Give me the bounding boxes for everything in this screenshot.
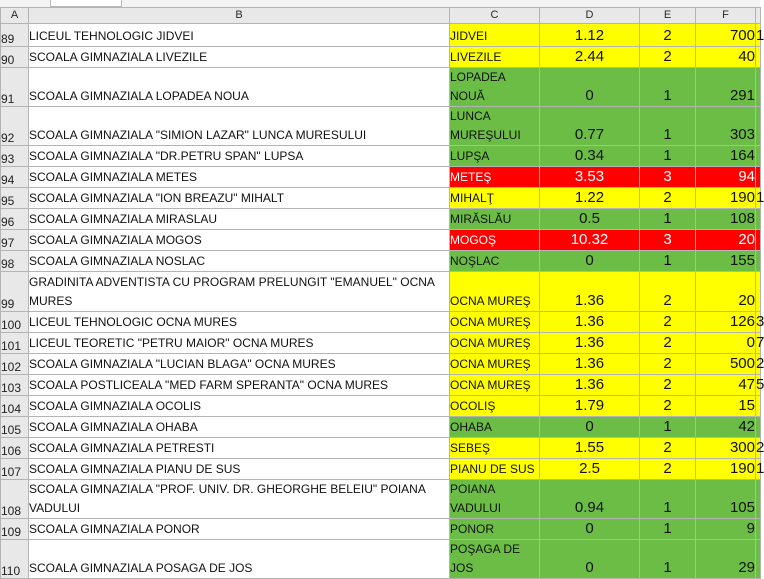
locality-cell[interactable]: LUPŞA — [450, 146, 540, 167]
locality-cell[interactable]: OCNA MUREŞ — [450, 375, 540, 396]
table-row — [1, 417, 761, 438]
locality-cell[interactable]: OCNA MUREŞ — [450, 272, 540, 312]
value-f-cell[interactable]: 47 — [696, 375, 756, 396]
table-row — [1, 24, 761, 47]
value-d-cell[interactable]: 1.12 — [540, 24, 640, 47]
locality-cell[interactable]: OCNA MUREŞ — [450, 312, 540, 333]
school-name-cell[interactable]: SCOALA GIMNAZIALA MIRASLAU — [29, 209, 450, 230]
table-row — [1, 230, 761, 251]
table-row — [1, 209, 761, 230]
value-e-cell[interactable]: 2 — [640, 272, 696, 312]
value-f-cell[interactable]: 500 — [696, 354, 756, 375]
column-header-g[interactable] — [756, 8, 761, 24]
row-header[interactable]: 104 — [1, 396, 29, 417]
value-d-cell[interactable]: 0 — [540, 417, 640, 438]
value-f-cell[interactable]: 105 — [696, 480, 756, 519]
locality-cell[interactable]: JIDVEI — [450, 24, 540, 47]
school-name-cell[interactable]: GRADINITA ADVENTISTA CU PROGRAM PRELUNGIT "EMANUEL" OCNA MURES — [29, 272, 450, 312]
value-f-cell[interactable]: 20 — [696, 230, 756, 251]
table-row — [1, 333, 761, 354]
value-f-cell[interactable]: 40 — [696, 47, 756, 68]
table-row — [1, 251, 761, 272]
value-e-cell[interactable]: 2 — [640, 24, 696, 47]
value-g-cell[interactable] — [756, 540, 761, 579]
table-row — [1, 354, 761, 375]
value-e-cell[interactable]: 2 — [640, 375, 696, 396]
column-header-e[interactable]: E — [640, 8, 696, 24]
row-header[interactable]: 108 — [1, 480, 29, 519]
value-f-cell[interactable]: 108 — [696, 209, 756, 230]
value-g-cell[interactable] — [756, 209, 761, 230]
value-g-cell[interactable] — [756, 107, 761, 146]
value-g-cell[interactable] — [756, 417, 761, 438]
value-d-cell[interactable]: 1.36 — [540, 375, 640, 396]
value-e-cell[interactable]: 2 — [640, 47, 696, 68]
row-header[interactable]: 90 — [1, 47, 29, 68]
row-header[interactable]: 97 — [1, 230, 29, 251]
value-d-cell[interactable]: 0 — [540, 251, 640, 272]
value-f-cell[interactable]: 291 — [696, 68, 756, 107]
locality-cell[interactable]: MIHALŢ — [450, 188, 540, 209]
value-e-cell[interactable]: 1 — [640, 146, 696, 167]
value-d-cell[interactable]: 0.5 — [540, 209, 640, 230]
row-header[interactable]: 96 — [1, 209, 29, 230]
value-e-cell[interactable]: 2 — [640, 333, 696, 354]
value-f-cell[interactable]: 190 — [696, 459, 756, 480]
value-f-cell[interactable]: 190 — [696, 188, 756, 209]
value-f-cell[interactable]: 42 — [696, 417, 756, 438]
value-f-cell[interactable]: 164 — [696, 146, 756, 167]
row-header[interactable]: 89 — [1, 24, 29, 47]
school-name-cell[interactable]: SCOALA GIMNAZIALA METES — [29, 167, 450, 188]
value-g-cell[interactable] — [756, 47, 761, 68]
value-g-cell[interactable]: 3 — [756, 312, 761, 333]
value-e-cell[interactable]: 2 — [640, 188, 696, 209]
school-name-cell[interactable]: SCOALA GIMNAZIALA "PROF. UNIV. DR. GHEORGHE BELEIU" POIANA VADULUI — [29, 480, 450, 519]
table-row — [1, 396, 761, 417]
school-name-cell[interactable]: LICEUL TEORETIC "PETRU MAIOR" OCNA MURES — [29, 333, 450, 354]
table-row — [1, 167, 761, 188]
value-d-cell[interactable]: 1.36 — [540, 333, 640, 354]
school-name-cell[interactable]: SCOALA GIMNAZIALA "ION BREAZU" MIHALT — [29, 188, 450, 209]
value-g-cell[interactable] — [756, 167, 761, 188]
locality-cell[interactable]: OCOLIŞ — [450, 396, 540, 417]
column-header-a[interactable]: A — [1, 8, 29, 24]
spreadsheet-grid — [0, 7, 764, 579]
value-g-cell[interactable] — [756, 251, 761, 272]
locality-cell[interactable]: SEBEŞ — [450, 438, 540, 459]
row-header[interactable]: 92 — [1, 107, 29, 146]
locality-cell[interactable]: OCNA MUREŞ — [450, 333, 540, 354]
value-d-cell[interactable]: 1.36 — [540, 312, 640, 333]
school-name-cell[interactable]: SCOALA GIMNAZIALA MOGOS — [29, 230, 450, 251]
value-e-cell[interactable]: 2 — [640, 354, 696, 375]
value-e-cell[interactable]: 2 — [640, 438, 696, 459]
locality-cell[interactable]: OHABA — [450, 417, 540, 438]
value-e-cell[interactable]: 2 — [640, 312, 696, 333]
school-name-cell[interactable]: SCOALA GIMNAZIALA OHABA — [29, 417, 450, 438]
value-d-cell[interactable]: 1.36 — [540, 272, 640, 312]
row-header[interactable]: 110 — [1, 540, 29, 579]
locality-cell[interactable]: POIANA VADULUI — [450, 480, 540, 519]
value-f-cell[interactable]: 94 — [696, 167, 756, 188]
school-name-cell[interactable]: SCOALA GIMNAZIALA LOPADEA NOUA — [29, 68, 450, 107]
table-row — [1, 459, 761, 480]
grid-body — [1, 24, 764, 579]
value-g-cell[interactable]: 2 — [756, 354, 761, 375]
value-d-cell[interactable]: 3.53 — [540, 167, 640, 188]
row-header[interactable]: 93 — [1, 146, 29, 167]
table-row — [1, 107, 761, 146]
value-g-cell[interactable] — [756, 480, 761, 519]
value-d-cell[interactable]: 1.36 — [540, 354, 640, 375]
value-f-cell[interactable]: 303 — [696, 107, 756, 146]
school-name-cell[interactable]: LICEUL TEHNOLOGIC OCNA MURES — [29, 312, 450, 333]
value-g-cell[interactable] — [756, 272, 761, 312]
value-f-cell[interactable]: 20 — [696, 272, 756, 312]
value-g-cell[interactable]: 1 — [756, 188, 761, 209]
value-e-cell[interactable]: 1 — [640, 417, 696, 438]
locality-cell[interactable]: LUNCA MUREŞULUI — [450, 107, 540, 146]
school-name-cell[interactable]: SCOALA GIMNAZIALA NOSLAC — [29, 251, 450, 272]
school-name-cell[interactable]: SCOALA GIMNAZIALA PIANU DE SUS — [29, 459, 450, 480]
value-g-cell[interactable]: 1 — [756, 459, 761, 480]
school-name-cell[interactable]: SCOALA GIMNAZIALA PETRESTI — [29, 438, 450, 459]
value-d-cell[interactable]: 1.22 — [540, 188, 640, 209]
value-g-cell[interactable] — [756, 146, 761, 167]
school-name-cell[interactable]: SCOALA GIMNAZIALA LIVEZILE — [29, 47, 450, 68]
school-name-cell[interactable]: SCOALA POSTLICEALA "MED FARM SPERANTA" OCNA MURES — [29, 375, 450, 396]
row-header[interactable]: 95 — [1, 188, 29, 209]
table-row — [1, 312, 761, 333]
table-row — [1, 146, 761, 167]
value-d-cell[interactable]: 0 — [540, 540, 640, 579]
value-g-cell[interactable] — [756, 519, 761, 540]
table-row — [1, 438, 761, 459]
locality-cell[interactable]: OCNA MUREŞ — [450, 354, 540, 375]
locality-cell[interactable]: POŞAGA DE JOS — [450, 540, 540, 579]
school-name-cell[interactable]: LICEUL TEHNOLOGIC JIDVEI — [29, 24, 450, 47]
locality-cell[interactable]: LIVEZILE — [450, 47, 540, 68]
column-header-f[interactable]: F — [696, 8, 756, 24]
value-f-cell[interactable]: 155 — [696, 251, 756, 272]
locality-cell[interactable]: LOPADEA NOUĂ — [450, 68, 540, 107]
school-name-cell[interactable]: SCOALA GIMNAZIALA OCOLIS — [29, 396, 450, 417]
value-e-cell[interactable]: 2 — [640, 396, 696, 417]
row-header[interactable]: 94 — [1, 167, 29, 188]
row-header[interactable]: 101 — [1, 333, 29, 354]
value-d-cell[interactable]: 1.55 — [540, 438, 640, 459]
locality-cell[interactable]: PONOR — [450, 519, 540, 540]
row-header[interactable]: 107 — [1, 459, 29, 480]
value-e-cell[interactable]: 1 — [640, 519, 696, 540]
value-d-cell[interactable]: 0.94 — [540, 480, 640, 519]
value-f-cell[interactable]: 29 — [696, 540, 756, 579]
value-f-cell[interactable]: 700 — [696, 24, 756, 47]
table-row — [1, 375, 761, 396]
school-name-cell[interactable]: SCOALA GIMNAZIALA "DR.PETRU SPAN" LUPSA — [29, 146, 450, 167]
value-g-cell[interactable] — [756, 230, 761, 251]
value-d-cell[interactable]: 2.44 — [540, 47, 640, 68]
table-row — [1, 540, 761, 579]
value-d-cell[interactable]: 0 — [540, 68, 640, 107]
table-row — [1, 519, 761, 540]
table-row — [1, 47, 761, 68]
school-name-cell[interactable]: SCOALA GIMNAZIALA "LUCIAN BLAGA" OCNA MURES — [29, 354, 450, 375]
name-box[interactable] — [50, 0, 122, 7]
value-d-cell[interactable]: 0.34 — [540, 146, 640, 167]
value-g-cell[interactable] — [756, 68, 761, 107]
table-row — [1, 272, 761, 312]
table-row — [1, 480, 761, 519]
row-header[interactable]: 91 — [1, 68, 29, 107]
value-g-cell[interactable]: 5 — [756, 375, 761, 396]
row-header[interactable]: 100 — [1, 312, 29, 333]
row-header[interactable]: 109 — [1, 519, 29, 540]
locality-cell[interactable]: METEŞ — [450, 167, 540, 188]
table-row — [1, 68, 761, 107]
value-e-cell[interactable]: 1 — [640, 107, 696, 146]
value-d-cell[interactable]: 2.5 — [540, 459, 640, 480]
value-e-cell[interactable]: 1 — [640, 68, 696, 107]
row-header[interactable]: 105 — [1, 417, 29, 438]
value-g-cell[interactable]: 2 — [756, 438, 761, 459]
table-row — [1, 188, 761, 209]
row-header[interactable]: 106 — [1, 438, 29, 459]
row-header[interactable]: 102 — [1, 354, 29, 375]
value-g-cell[interactable]: 1 — [756, 24, 761, 47]
row-header[interactable]: 99 — [1, 272, 29, 312]
locality-cell[interactable]: MIRĂSLĂU — [450, 209, 540, 230]
column-header-d[interactable]: D — [540, 8, 640, 24]
locality-cell[interactable]: NOŞLAC — [450, 251, 540, 272]
value-d-cell[interactable]: 1.79 — [540, 396, 640, 417]
value-e-cell[interactable]: 1 — [640, 209, 696, 230]
value-g-cell[interactable]: 7 — [756, 333, 761, 354]
value-f-cell[interactable]: 15 — [696, 396, 756, 417]
column-header-b[interactable]: B — [29, 8, 450, 24]
school-name-cell[interactable]: SCOALA GIMNAZIALA PONOR — [29, 519, 450, 540]
locality-cell[interactable]: MOGOŞ — [450, 230, 540, 251]
row-header[interactable]: 103 — [1, 375, 29, 396]
value-e-cell[interactable]: 3 — [640, 230, 696, 251]
value-d-cell[interactable]: 0.77 — [540, 107, 640, 146]
value-f-cell[interactable]: 126 — [696, 312, 756, 333]
row-header[interactable]: 98 — [1, 251, 29, 272]
locality-cell[interactable]: PIANU DE SUS — [450, 459, 540, 480]
value-e-cell[interactable]: 1 — [640, 480, 696, 519]
value-g-cell[interactable] — [756, 396, 761, 417]
value-e-cell[interactable]: 2 — [640, 459, 696, 480]
school-name-cell[interactable]: SCOALA GIMNAZIALA "SIMION LAZAR" LUNCA MURESULUI — [29, 107, 450, 146]
value-d-cell[interactable]: 10.32 — [540, 230, 640, 251]
value-d-cell[interactable]: 0 — [540, 519, 640, 540]
value-f-cell[interactable]: 300 — [696, 438, 756, 459]
value-e-cell[interactable]: 1 — [640, 251, 696, 272]
column-header-c[interactable]: C — [450, 8, 540, 24]
value-e-cell[interactable]: 1 — [640, 540, 696, 579]
value-f-cell[interactable]: 0 — [696, 333, 756, 354]
school-name-cell[interactable]: SCOALA GIMNAZIALA POSAGA DE JOS — [29, 540, 450, 579]
value-f-cell[interactable]: 9 — [696, 519, 756, 540]
value-e-cell[interactable]: 3 — [640, 167, 696, 188]
